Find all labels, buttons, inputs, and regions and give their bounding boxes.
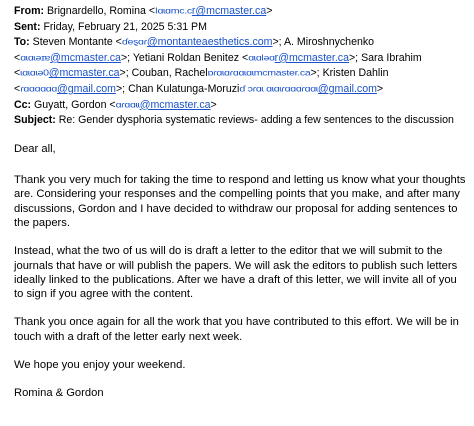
to-recipient-4-email-link[interactable]: @mcmaster.ca [48, 67, 120, 80]
body-paragraph-3: Thank you once again for all the work that you have contributed to this effort. We will be in touch with a draft of the letter early next week. [14, 316, 459, 343]
body-paragraph-2: Instead, what the two of us will do is draft a letter to the editor that we will submit to the journals that have or will publish the papers. We will ask the editors to publish such letters ideally linked to the publications. After we have a draft of this letter, we will invite all of you to sign if you agree with the content. [14, 245, 458, 301]
to-recipient-4-redacted: ɩɑɩɑɩə0 [20, 68, 49, 79]
to-label: To: [14, 36, 30, 49]
salutation: Dear all, [14, 142, 56, 155]
to-recipient-5-close: >; Kristen Dahlin [310, 67, 389, 80]
from-close: > [266, 5, 273, 17]
cc-label: Cc: [14, 98, 32, 111]
to-recipient-1-redacted: ɗeȿɑɾ [121, 37, 147, 48]
cc-email-link[interactable]: @mcmaster.ca [139, 98, 211, 111]
to-recipient-6-redacted: ɾɑɑɑɑɑɑ [20, 84, 57, 94]
to-recipient-7-close: > [376, 82, 384, 95]
closing-wish: We hope you enjoy your weekend. [14, 359, 186, 372]
to-recipient-2-open: < [14, 51, 21, 64]
cc-line [14, 98, 466, 114]
from-redacted: ǀɑɩɑmc.c [155, 6, 192, 16]
email-body [14, 142, 466, 401]
from-email-link[interactable]: r@mcmaster.ca [191, 5, 267, 17]
body-paragraph-1: Thank you very much for taking the time to respond and letting us know what your thoughts are. Considering your responses and the compelling points that you make, and after many discussions, Gordon and I have decided to withdraw our proposal for adding sentences to the papers. [14, 174, 466, 229]
cc-close: > [210, 98, 217, 111]
to-recipient-3-close: >; Sara Ibrahim [349, 51, 422, 64]
subject-label: Subject: [14, 114, 56, 127]
to-recipient-1-email-link[interactable]: @montanteaesthetics.com [146, 36, 273, 49]
to-recipient-1-name: Steven Montante < [32, 36, 122, 49]
subject-value: Re: Gender dysphoria systematic reviews- adding a few sentences to the discussion [58, 114, 454, 127]
to-line-1 [14, 35, 466, 51]
to-recipient-3-redacted: ɑɩɑləɑ [248, 53, 275, 63]
email-header [14, 4, 466, 129]
to-line-2 [14, 51, 466, 67]
subject-line [14, 113, 466, 129]
sent-value: Friday, February 21, 2025 5:31 PM [43, 20, 207, 33]
to-recipient-1-close: >; A. Miroshnychenko [272, 36, 375, 49]
sent-label: Sent: [14, 20, 41, 33]
to-recipient-4-close: >; Couban, Rachel [119, 67, 208, 80]
to-recipient-6-email-link[interactable]: @gmail.com [56, 82, 116, 95]
to-recipient-2-redacted: ɑɩɑɩəɪɐ [20, 53, 51, 63]
sent-line [14, 20, 466, 36]
to-recipient-5-redacted: ɒɾɑɩɑɾɑɑɩɑɩmcmaster.ca [207, 68, 311, 79]
from-line [14, 4, 466, 20]
to-line-3 [14, 66, 466, 82]
to-recipient-3-email-link[interactable]: r@mcmaster.ca [274, 51, 349, 64]
signature: Romina & Gordon [14, 387, 104, 400]
to-line-4 [14, 82, 466, 98]
to-recipient-2-email-link[interactable]: @mcmaster.ca [50, 51, 121, 64]
from-label: From: [14, 5, 45, 17]
to-recipient-6-open: < [14, 82, 21, 95]
to-recipient-7-email-link[interactable]: @gmail.com [317, 82, 377, 95]
to-recipient-4-open: < [14, 67, 21, 80]
to-recipient-2-close: >; Yetiani Roldan Benitez < [120, 51, 249, 64]
to-recipient-6-close: >; Chan Kulatunga-Moruzi [116, 82, 240, 95]
to-recipient-7-redacted: ɗ ɔɾɑɩ ɑɩɑɩɾɑɑɑɾɑɑɩ [239, 84, 318, 94]
cc-name: Guyatt, Gordon < [34, 98, 116, 111]
cc-redacted: ɑɾɑɑɩɩ [115, 99, 140, 110]
from-name: Brignardello, Romina < [46, 5, 156, 17]
